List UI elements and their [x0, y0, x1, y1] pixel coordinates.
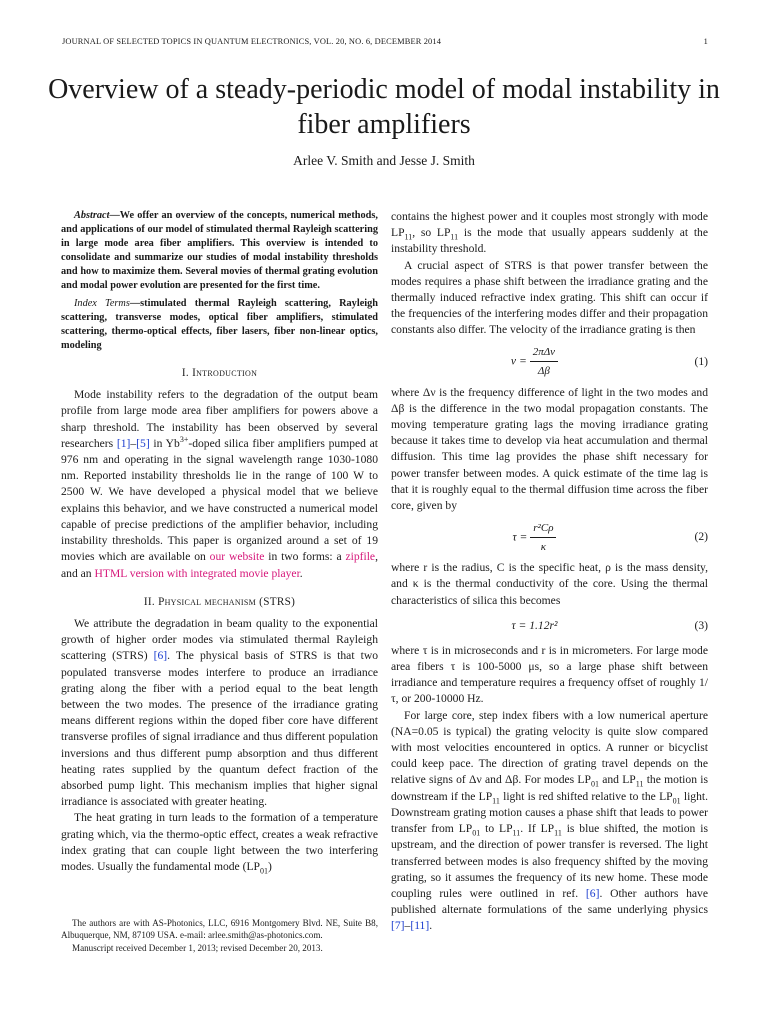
manuscript-dates: Manuscript received December 1, 2013; revised December 20, 2013. — [72, 943, 323, 954]
journal-name: JOURNAL OF SELECTED TOPICS IN QUANTUM ELECTRONICS, VOL. 20, NO. 6, DECEMBER 2014 — [62, 37, 442, 46]
mechanism-paragraph-2: The heat grating in turn leads to the formation of a temperature grating which, via the thermo-optic effect, creates a weak refractive index grating that can couple light between the two interfering modes. Usually the fundamental mode $(LP_{01})$ — [61, 811, 378, 876]
left-column — [61, 209, 378, 875]
footnote — [61, 918, 378, 957]
citation-link[interactable]: [5] — [136, 436, 150, 450]
paragraph-grating-velocity: For large core, step index fibers with a low numerical aperture (NA=0.05 is typical) the grating velocity is quite slow compared with most velocities encountered in optics. A runner or bicyclist could keep pace. The direction of grating travel depends on the relative signs of Δν and Δβ. For modes $LP_{01}$ and $LP_{11}$ the motion is downstream if the $LP_{11}$ light is red shifted relative to the $LP_{01}$ light. Downstream grating motion causes a phase shift that leads to power transfer from $LP_{01}$ to $LP_{11}$. If $LP_{11}$ is blue shifted, the motion is upstream, and the direction of power transfer is reversed. The light transferred between modes is also frequency shifted by the moving grating, so it assumes the frequency of its new home. These mode coupling rules were outlined in ref. [6]. Other authors have published alternate formulations of the same underlying physics [7]–[11]. — [391, 708, 709, 933]
intro-paragraph: Mode instability refers to the degradation of the output beam profile from large mode area fiber amplifiers for powers above a sharp threshold. The instability has been observed by several researchers [1]–[5] in $Yb^{3+}$-doped silica fiber amplifiers pumped at 976 nm and operating in the signal wavelength range 1030-1080 nm. Reported instability thresholds lie in the range of 100 W to 2500 W. We have developed a physical model that we believe explains this behavior, and we have constructed a numerical model capable of precise predictions of the amplifier behavior, including instability thresholds. This paper is organized around a set of 19 movies which are available on our website in two forms: a zipfile, and an HTML version with integrated movie player. — [61, 388, 379, 580]
paragraph-units: where τ is in microseconds and r is in micrometers. For large mode area fibers τ is 100-5000 μs, so a large phase shift between irradiance and temperature requires a frequency offset of roughly 1/τ, or 200-10000 Hz. — [391, 643, 708, 706]
continued-paragraph: contains the highest power and it couples most strongly with mode $LP_{11}$, so $LP_{11}$ is the mode that usually appears suddenly at the instability threshold. — [391, 210, 708, 256]
page-number: 1 — [703, 37, 708, 46]
abstract-lead: Abstract — [74, 210, 110, 221]
paragraph-phase-shift: A crucial aspect of STRS is that power transfer between the modes requires a phase shift between the irradiance grating and the thermally induced refractive index grating. This shift can occur if the frequencies of the interfering modes differ and their propagation constants also differ. The velocity of the irradiance grating is then — [391, 258, 708, 337]
abstract-text: —We offer an overview of the concepts, numerical methods, and applications of our model of stimulated thermal Rayleigh scattering in large mode area fiber amplifiers. This overview is intended to consolidate and summarize our studies of modal instability thresholds and how to maximize them. Several movies of thermal grating evolution and modal power evolution are presented for the first time. — [61, 210, 378, 291]
citation-link[interactable]: [1] — [116, 436, 131, 450]
equation-3: τ = 1.12r² (3) — [391, 613, 708, 639]
author-affiliation: The authors are with AS-Photonics, LLC, 6916 Montgomery Blvd. NE, Suite B8, Albuquerque, NM, 87109 USA. e-mail: arlee.smith@as-photonics.com. — [61, 918, 378, 940]
zipfile-link[interactable]: zipfile — [345, 550, 376, 564]
equation-number: (2) — [694, 530, 708, 544]
citation-link[interactable]: [6] — [153, 649, 168, 663]
website-link[interactable]: our website — [209, 550, 265, 564]
abstract — [61, 209, 378, 292]
mechanism-paragraph-1: We attribute the degradation in beam quality to the exponential growth of higher order modes via stimulated thermal Rayleigh scattering (STRS) [6]. The physical basis of STRS is that two populated transverse modes interfere to produce an irradiance grating along the fiber with a period equal to the beat length between the two modes. The presence of the irradiance grating means different regions within the doped fiber core have different transverse profiles of signal irradiance and thus different population inversions and thus different pump absorption and thus different heating rates supplied by the quantum defect fraction of the absorbed pump light. This mechanism implies that higher signal irradiance is associated with greater heating. — [61, 616, 378, 809]
section-heading-introduction: I. Introduction — [181, 367, 258, 380]
paragraph-silica: where r is the radius, C is the specific heat, ρ is the mass density, and κ is the thermal conductivity of the core. Using the thermal characteristics of silica this becomes — [391, 561, 708, 607]
citation-link[interactable]: [6] — [585, 886, 600, 900]
index-terms-lead: Index Terms — [74, 298, 130, 310]
index-terms-text: —stimulated thermal Rayleigh scattering, Rayleigh scattering, transverse modes, optical fiber amplifiers, stimulated scattering, thermo-optical effects, fiber lasers, fiber non-linear optics, modeling — [61, 298, 378, 352]
running-header — [62, 37, 708, 46]
citation-link[interactable]: [11] — [410, 919, 430, 933]
citation-link[interactable]: [7] — [391, 919, 405, 933]
paper-title: Overview of a steady-periodic model of modal instability in fiber amplifiers — [48, 74, 720, 140]
equation-number: (1) — [694, 354, 708, 368]
paragraph-time-lag: where Δν is the frequency difference of light in the two modes and Δβ is the difference in the two modal propagation constants. The moving temperature grating lags the moving irradiance grating because it takes time to develop via heat accumulation and thermal diffusion. This time lag provides the phase shift necessary for power transfer between modes. A quick estimate of the time lag is that it is roughly equal to the thermal diffusion time across the fiber core, given by — [391, 385, 708, 513]
paper-authors: Arlee V. Smith and Jesse J. Smith — [293, 153, 475, 168]
right-column — [391, 209, 708, 935]
index-terms — [61, 297, 378, 353]
section-heading-physical-mechanism: II. Physical mechanism (STRS) — [143, 595, 296, 608]
equation-1: v = $\frac{\text{2πΔν}}{\Delta\beta}$ (1) — [510, 345, 708, 378]
equation-2: τ = $\frac{\text{r²Cρ}}{\kappa}$ (2) — [512, 521, 708, 553]
html-version-link[interactable]: HTML version with integrated movie player — [94, 566, 300, 580]
equation-number: (3) — [694, 618, 708, 632]
